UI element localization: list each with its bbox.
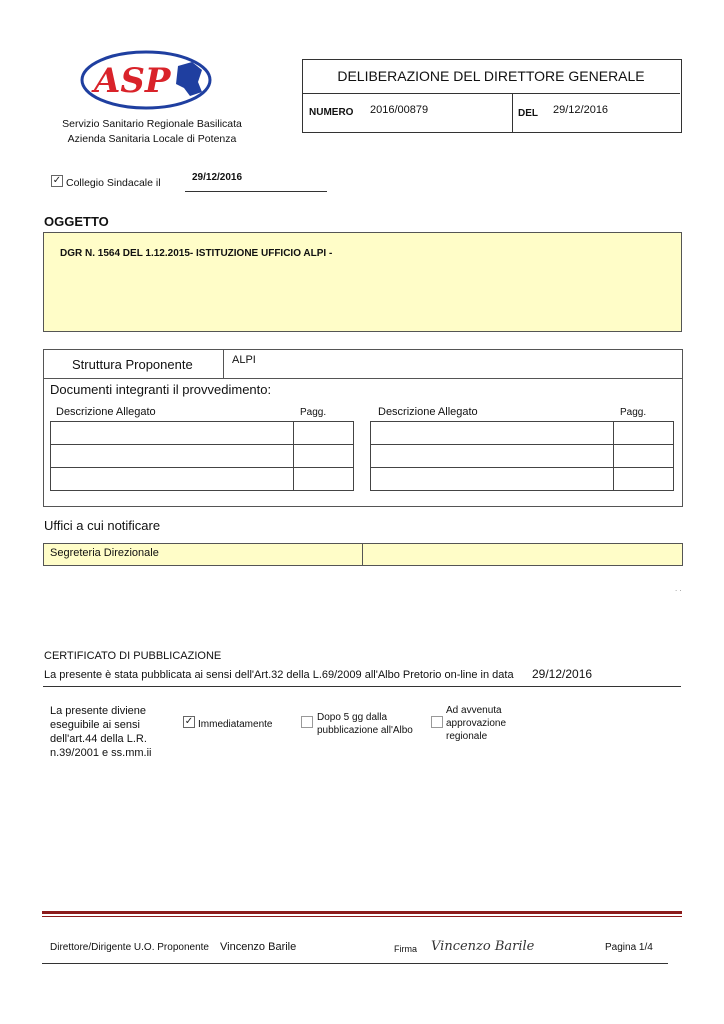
oggetto-text: DGR N. 1564 DEL 1.12.2015- ISTITUZIONE UFFICIO ALPI - [60,248,333,259]
struttura-col-divider [223,349,224,378]
del-value: 29/12/2016 [553,104,609,116]
allegato-pagg-cell[interactable] [614,468,674,491]
eseguibile-text: La presente diviene eseguibile ai sensi dell'art.44 della L.R. n.39/2001 e ss.mm.ii [50,705,152,759]
asp-logo [80,48,220,112]
logo-text: ASP [94,61,171,101]
collegio-date: 29/12/2016 [192,172,243,183]
collegio-label: Collegio Sindacale il [66,177,161,189]
table-row [371,468,674,491]
table-row [371,422,674,445]
allegato-pagg-cell[interactable] [294,422,354,445]
allegati-table-right [370,421,674,491]
footer-rule [42,963,668,964]
certificato-rule [43,686,681,687]
dopo-5gg-label: Dopo 5 gg dalla pubblicazione all'Albo [317,712,413,736]
footer-bar-thin [42,916,682,917]
allegato-pagg-cell[interactable] [294,468,354,491]
footer-name: Vincenzo Barile [220,941,297,953]
footer-signature: Vincenzo Barile [431,939,535,954]
oggetto-heading: OGGETTO [44,214,109,229]
table-row [51,422,354,445]
table-row [51,468,354,491]
footer-bar-thick [42,911,682,914]
dopo-5gg-checkbox[interactable] [301,716,313,728]
org-line2: Azienda Sanitaria Locale di Potenza [67,133,237,145]
allegato-desc-cell[interactable] [371,468,614,491]
struttura-value: ALPI [232,354,256,366]
footer-role: Direttore/Dirigente U.O. Proponente [50,942,209,953]
basilicata-map-icon [176,62,202,96]
page-number: Pagina 1/4 [605,942,653,953]
col-pagg-left: Pagg. [300,407,327,418]
struttura-label: Struttura Proponente [72,357,193,372]
numero-value: 2016/00879 [370,104,429,116]
uffici-divider [362,543,363,566]
numero-label: NUMERO [309,107,354,118]
allegato-pagg-cell[interactable] [614,422,674,445]
del-label: DEL [518,108,538,119]
footer-firma-label: Firma [394,944,417,954]
certificato-text: La presente è stata pubblicata ai sensi dell'Art.32 della L.69/2009 all'Albo Pretorio on-line in data [44,669,514,681]
table-row [371,445,674,468]
table-row [51,445,354,468]
col-pagg-right: Pagg. [620,407,647,418]
stray-dots: . . [675,584,682,593]
ufficio-item: Segreteria Direzionale [50,547,159,559]
header-divider [512,94,513,132]
col-desc-right: Descrizione Allegato [378,406,478,418]
document-title: DELIBERAZIONE DEL DIRETTORE GENERALE [302,59,680,94]
allegato-desc-cell[interactable] [371,422,614,445]
documenti-heading: Documenti integranti il provvedimento: [50,382,272,397]
org-line1: Servizio Sanitario Regionale Basilicata [62,118,242,130]
certificato-date: 29/12/2016 [532,667,593,681]
allegato-desc-cell[interactable] [371,445,614,468]
allegato-pagg-cell[interactable] [614,445,674,468]
immediatamente-label: Immediatamente [198,719,273,730]
allegato-desc-cell[interactable] [51,422,294,445]
collegio-checkbox[interactable]: ✓ [52,175,62,186]
allegato-pagg-cell[interactable] [294,445,354,468]
oggetto-box [43,232,682,332]
certificato-heading: CERTIFICATO DI PUBBLICAZIONE [44,650,222,662]
collegio-underline [185,191,327,192]
uffici-heading: Uffici a cui notificare [44,518,161,533]
approvazione-label: Ad avvenuta approvazione regionale [446,705,507,742]
allegati-table-left [50,421,354,491]
allegato-desc-cell[interactable] [51,445,294,468]
allegato-desc-cell[interactable] [51,468,294,491]
approvazione-checkbox[interactable] [431,716,443,728]
col-desc-left: Descrizione Allegato [56,406,156,418]
struttura-row-divider [43,378,682,379]
immediatamente-checkbox[interactable]: ✓ [184,716,194,727]
